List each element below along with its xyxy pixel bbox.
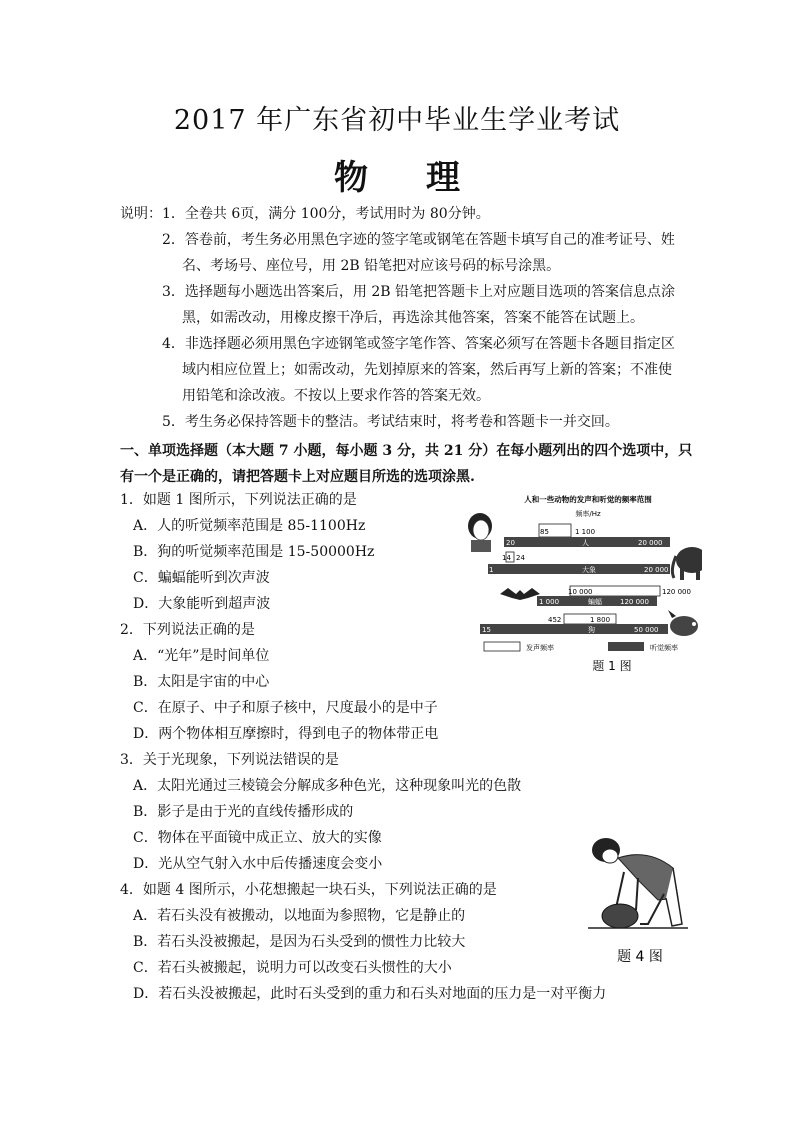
instruction-line: 1．全卷共 6页，满分 100分，考试用时为 80分钟。 (162, 206, 490, 222)
legend-emit-label: 发声频率 (526, 644, 554, 652)
bat-hear-high: 120 000 (620, 598, 649, 606)
elephant-icon (672, 547, 702, 580)
bat-emit-low: 10 000 (568, 588, 593, 596)
dog-emit-low: 452 (548, 616, 562, 624)
instruction-line: 域内相应位置上；如需改动，先划掉原来的答案，然后再写上新的答案；不准使 (182, 362, 672, 378)
figure-1-unit: 频率/Hz (575, 510, 601, 518)
question-option: A．人的听觉频率范围是 85-1100Hz (133, 518, 366, 534)
figure-4 (578, 828, 700, 973)
bat-icon (500, 588, 540, 600)
section-heading-cont: 有一个是正确的，请把答题卡上对应题目所选的选项涂黑. (120, 469, 475, 485)
page-title: 2017 年广东省初中毕业生学业考试 (173, 105, 621, 136)
figure-1 (462, 490, 702, 680)
dog-label: 狗 (588, 626, 595, 634)
dog-hear-high: 50 000 (634, 626, 659, 634)
human-icon (468, 513, 492, 552)
instruction-line: 4．非选择题必须用黑色字迹钢笔或签字笔作答、答案必须写在答题卡各题目指定区 (162, 336, 675, 352)
instruction-line: 2．答卷前，考生务必用黑色字迹的签字笔或钢笔在答题卡填写自己的准考证号、姓 (162, 232, 675, 248)
question-stem: 1．如题 1 图所示，下列说法正确的是 (120, 492, 357, 508)
question-option: C．蝙蝠能听到次声波 (133, 570, 270, 586)
question-option: D．若石头没被搬起，此时石头受到的重力和石头对地面的压力是一对平衡力 (133, 986, 607, 1002)
question-option: B．影子是由于光的直线传播形成的 (133, 804, 354, 820)
human-hear-high: 20 000 (638, 539, 663, 547)
elephant-hear-bar (488, 564, 670, 574)
elephant-hear-low: 1 (489, 566, 494, 574)
question-option: D．大象能听到超声波 (133, 596, 271, 612)
human-emit-high: 1 100 (575, 528, 596, 536)
question-option: D．光从空气射入水中后传播速度会变小 (133, 856, 383, 872)
girl-lifting-rock-icon (588, 838, 688, 928)
human-emit-low: 85 (540, 528, 549, 536)
legend-emit-swatch (484, 642, 520, 651)
elephant-emit-high: 24 (516, 554, 525, 562)
human-hear-low: 20 (506, 539, 515, 547)
question-stem: 2．下列说法正确的是 (120, 622, 255, 638)
subject-title: 物理 (334, 158, 518, 198)
legend-hear-label: 听觉频率 (650, 644, 678, 652)
question-option: C．在原子、中子和原子核中，尺度最小的是中子 (133, 700, 438, 716)
dog-emit-high: 1 800 (590, 616, 611, 624)
legend-hear-swatch (608, 642, 644, 651)
question-option: B．狗的听觉频率范围是 15-50000Hz (133, 544, 375, 560)
figure-1-title: 人和一些动物的发声和听觉的频率范围 (524, 495, 652, 504)
instruction-line: 黑，如需改动，用橡皮擦干净后，再选涂其他答案，答案不能答在试题上。 (182, 310, 644, 326)
bat-hear-low: 1 000 (539, 598, 560, 606)
question-stem: 4．如题 4 图所示，小花想搬起一块石头，下列说法正确的是 (120, 882, 497, 898)
question-option: D．两个物体相互摩擦时，得到电子的物体带正电 (133, 726, 439, 742)
question-option: C．物体在平面镜中成正立、放大的实像 (133, 830, 382, 846)
section-heading: 一、单项选择题（本大题 7 小题，每小题 3 分，共 21 分）在每小题列出的四个选项中，只 (120, 443, 693, 459)
bat-emit-high: 120 000 (662, 588, 691, 596)
figure-1-caption: 题 1 图 (592, 659, 632, 673)
dog-hear-low: 15 (482, 626, 491, 634)
question-option: C．若石头被搬起，说明力可以改变石头惯性的大小 (133, 960, 452, 976)
bat-label: 蝙蝠 (588, 598, 602, 606)
figure-4-caption: 题 4 图 (617, 949, 663, 965)
question-stem: 3．关于光现象，下列说法错误的是 (120, 752, 339, 768)
dog-icon (668, 610, 698, 636)
human-label: 人 (582, 539, 589, 547)
elephant-hear-high: 20 000 (644, 566, 669, 574)
question-option: A．“光年”是时间单位 (133, 648, 270, 664)
instruction-line: 名、考场号、座位号，用 2B 铅笔把对应该号码的标号涂黑。 (182, 258, 561, 274)
instructions-label: 说明： (120, 206, 162, 222)
instruction-line: 5．考生务必保持答题卡的整洁。考试结束时，将考卷和答题卡一并交回。 (162, 414, 619, 430)
instruction-line: 用铅笔和涂改液。不按以上要求作答的答案无效。 (182, 388, 490, 404)
elephant-emit-low: 14 (502, 554, 511, 562)
question-option: B．若石头没被搬起，是因为石头受到的惯性力比较大 (133, 934, 466, 950)
question-option: A．若石头没有被搬动，以地面为参照物，它是静止的 (133, 908, 466, 924)
question-option: B．太阳是宇宙的中心 (133, 674, 270, 690)
elephant-label: 大象 (582, 566, 596, 574)
instruction-line: 3．选择题每小题选出答案后，用 2B 铅笔把答题卡上对应题目选项的答案信息点涂 (162, 284, 676, 300)
question-option: A．太阳光通过三棱镜会分解成多种色光，这种现象叫光的色散 (133, 778, 522, 794)
